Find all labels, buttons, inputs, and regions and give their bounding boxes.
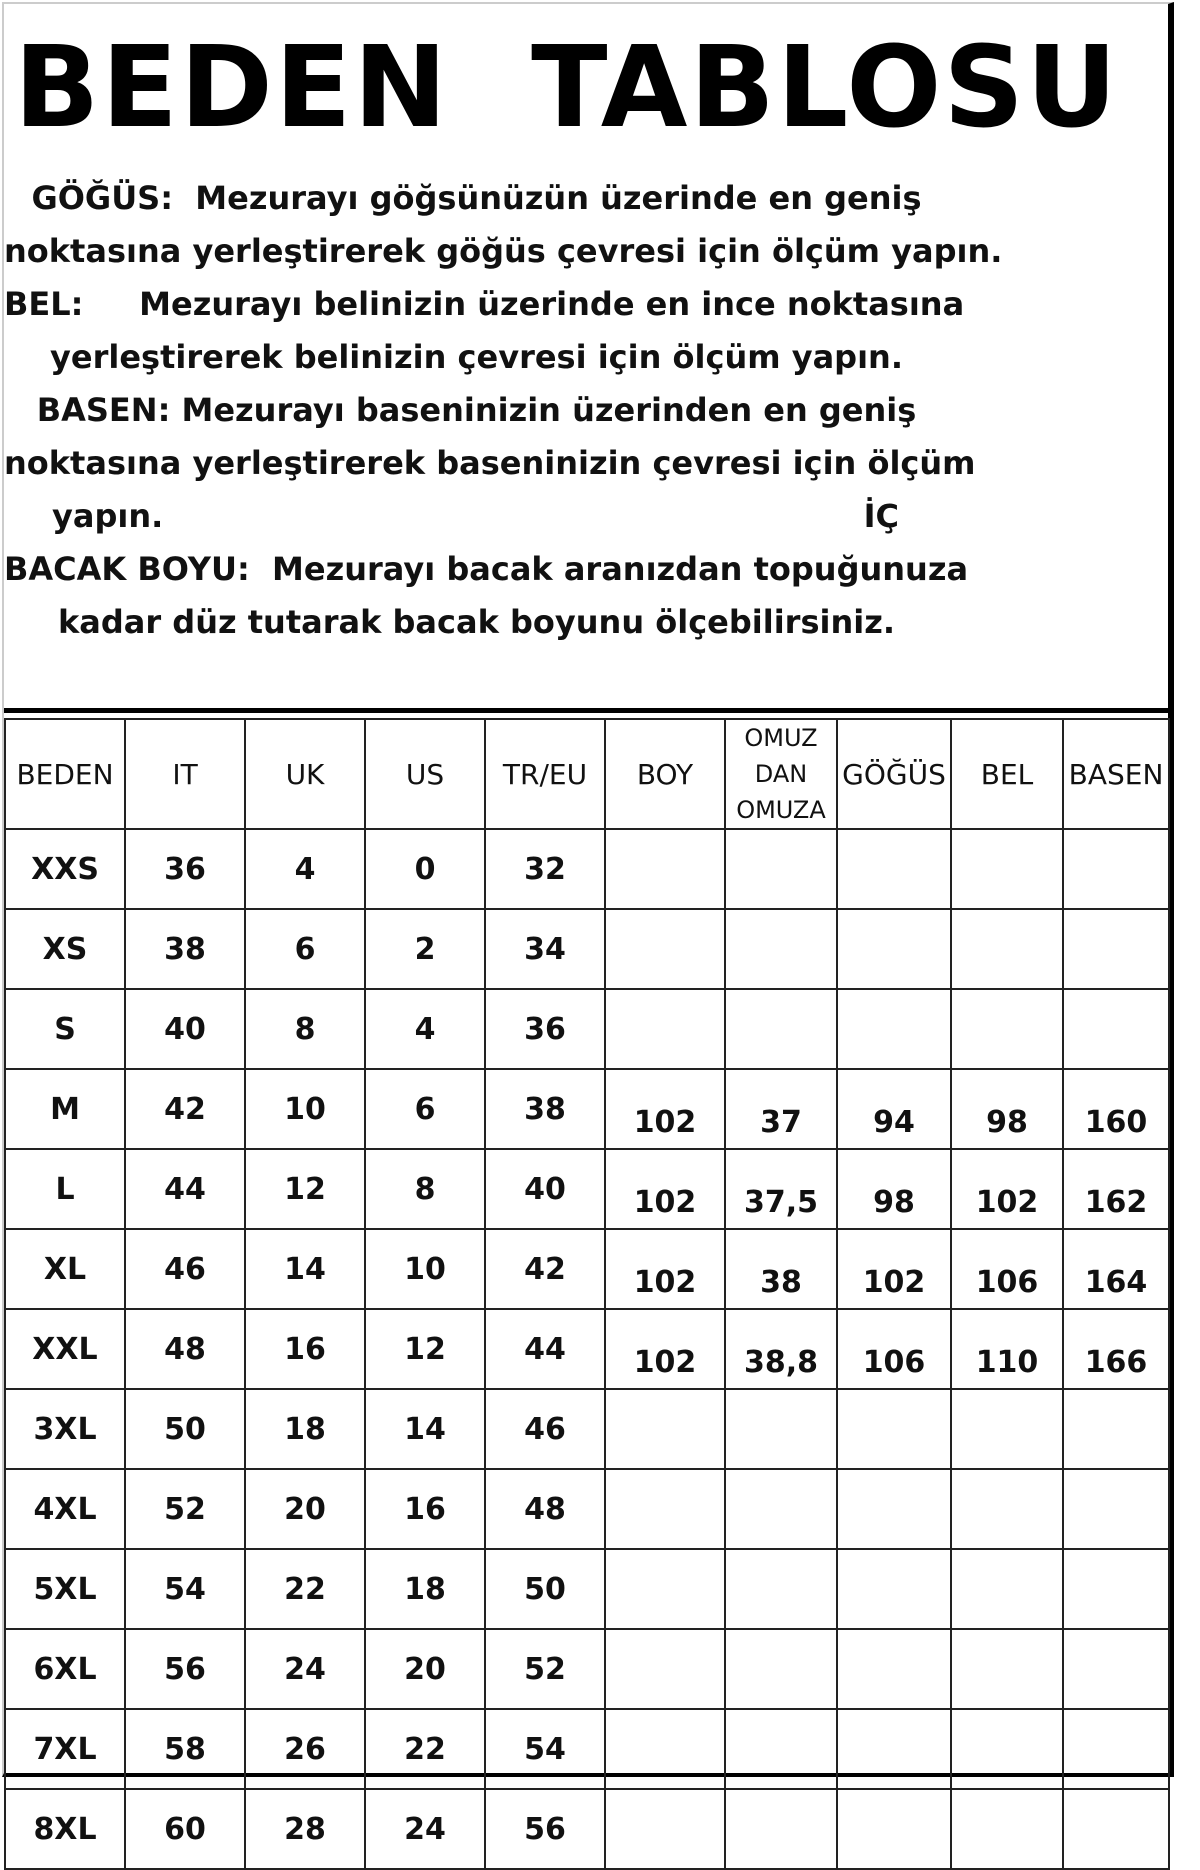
table-row: [5, 1149, 1169, 1229]
table-row: [5, 1709, 1169, 1789]
cell-uk: 14: [245, 1229, 365, 1309]
cell-size: 3XL: [5, 1389, 125, 1469]
cell-uk: 10: [245, 1069, 365, 1149]
cell-uk: 22: [245, 1549, 365, 1629]
instruction-hip-line-2: noktasına yerleştirerek baseninizin çevresi için ölçüm: [4, 444, 976, 482]
cell-gogus: [837, 1469, 951, 1549]
cell-basen: [1063, 1389, 1169, 1469]
instruction-waist-line-1: BEL: Mezurayı belinizin üzerinde en ince noktasına: [4, 285, 965, 323]
cell-omuz: [725, 909, 837, 989]
cell-gogus: 106: [837, 1309, 951, 1389]
cell-boy: [605, 1709, 725, 1789]
cell-us: 12: [365, 1309, 485, 1389]
cell-uk: 28: [245, 1789, 365, 1869]
cell-tr-eu: 50: [485, 1549, 605, 1629]
cell-us: 16: [365, 1469, 485, 1549]
cell-size: S: [5, 989, 125, 1069]
cell-it: 40: [125, 989, 245, 1069]
cell-size: L: [5, 1149, 125, 1229]
table-row: [5, 1309, 1169, 1389]
cell-omuz: [725, 1629, 837, 1709]
instruction-chest-line-1: GÖĞÜS: Mezurayı göğsünüzün üzerinde en geniş: [31, 179, 922, 217]
cell-basen: [1063, 1629, 1169, 1709]
cell-boy: 102: [605, 1069, 725, 1149]
cell-uk: 18: [245, 1389, 365, 1469]
cell-us: 24: [365, 1789, 485, 1869]
cell-uk: 26: [245, 1709, 365, 1789]
cell-us: 4: [365, 989, 485, 1069]
cell-size: XXS: [5, 829, 125, 909]
cell-tr-eu: 46: [485, 1389, 605, 1469]
header-uk: UK: [245, 719, 365, 829]
header-omuz-line-2: DAN: [754, 760, 808, 788]
cell-bel: [951, 829, 1063, 909]
cell-tr-eu: 34: [485, 909, 605, 989]
cell-it: 42: [125, 1069, 245, 1149]
section-divider: [4, 708, 1168, 713]
table-row: [5, 1549, 1169, 1629]
instruction-inseam-line-2: kadar düz tutarak bacak boyunu ölçebilirsiniz.: [58, 603, 895, 641]
cell-tr-eu: 32: [485, 829, 605, 909]
cell-bel: 102: [951, 1149, 1063, 1229]
cell-gogus: [837, 829, 951, 909]
cell-tr-eu: 38: [485, 1069, 605, 1149]
cell-omuz: [725, 1709, 837, 1789]
cell-size: 4XL: [5, 1469, 125, 1549]
cell-boy: 102: [605, 1229, 725, 1309]
cell-size: XS: [5, 909, 125, 989]
cell-gogus: 102: [837, 1229, 951, 1309]
instruction-hip-line-3: [4, 490, 949, 543]
table-row: [5, 1389, 1169, 1469]
cell-bel: [951, 1389, 1063, 1469]
header-beden: BEDEN: [5, 719, 125, 829]
cell-us: 20: [365, 1629, 485, 1709]
cell-tr-eu: 40: [485, 1149, 605, 1229]
cell-bel: 110: [951, 1309, 1063, 1389]
cell-us: 10: [365, 1229, 485, 1309]
cell-gogus: 98: [837, 1149, 951, 1229]
header-it: IT: [125, 719, 245, 829]
cell-it: 38: [125, 909, 245, 989]
cell-it: 60: [125, 1789, 245, 1869]
cell-it: 36: [125, 829, 245, 909]
table-row: [5, 1229, 1169, 1309]
cell-boy: [605, 1629, 725, 1709]
cell-basen: [1063, 909, 1169, 989]
cell-gogus: [837, 1549, 951, 1629]
instruction-chest-line-2: noktasına yerleştirerek göğüs çevresi için ölçüm yapın.: [4, 232, 1003, 270]
instruction-hip-line-1: BASEN: Mezurayı baseninizin üzerinden en geniş: [36, 391, 917, 429]
cell-boy: [605, 1469, 725, 1549]
header-bel: BEL: [951, 719, 1063, 829]
cell-omuz: [725, 1789, 837, 1869]
cell-uk: 6: [245, 909, 365, 989]
cell-boy: [605, 1549, 725, 1629]
instruction-inner-label: İÇ: [863, 497, 899, 535]
header-boy: BOY: [605, 719, 725, 829]
cell-uk: 24: [245, 1629, 365, 1709]
cell-uk: 8: [245, 989, 365, 1069]
cell-uk: 12: [245, 1149, 365, 1229]
cell-omuz: [725, 1389, 837, 1469]
cell-size: 7XL: [5, 1709, 125, 1789]
cell-tr-eu: 48: [485, 1469, 605, 1549]
size-chart-sheet: [2, 2, 1174, 1847]
cell-gogus: 94: [837, 1069, 951, 1149]
cell-basen: 164: [1063, 1229, 1169, 1309]
cell-boy: [605, 1389, 725, 1469]
cell-boy: [605, 829, 725, 909]
cell-it: 50: [125, 1389, 245, 1469]
instruction-hip-line-3-text: yapın.: [52, 497, 164, 535]
cell-omuz: 38,8: [725, 1309, 837, 1389]
cell-it: 52: [125, 1469, 245, 1549]
cell-it: 54: [125, 1549, 245, 1629]
table-row: [5, 829, 1169, 909]
header-basen: BASEN: [1063, 719, 1169, 829]
cell-bel: [951, 989, 1063, 1069]
cell-us: 2: [365, 909, 485, 989]
cell-size: 5XL: [5, 1549, 125, 1629]
cell-tr-eu: 56: [485, 1789, 605, 1869]
cell-it: 44: [125, 1149, 245, 1229]
cell-gogus: [837, 1789, 951, 1869]
table-row: [5, 1629, 1169, 1709]
table-row: [5, 1469, 1169, 1549]
cell-bel: [951, 909, 1063, 989]
cell-bel: [951, 1709, 1063, 1789]
cell-gogus: [837, 909, 951, 989]
cell-size: XXL: [5, 1309, 125, 1389]
cell-size: 6XL: [5, 1629, 125, 1709]
cell-us: 22: [365, 1709, 485, 1789]
cell-us: 6: [365, 1069, 485, 1149]
cell-basen: 162: [1063, 1149, 1169, 1229]
cell-basen: [1063, 1549, 1169, 1629]
cell-bel: 106: [951, 1229, 1063, 1309]
cell-uk: 4: [245, 829, 365, 909]
cell-omuz: [725, 1469, 837, 1549]
cell-omuz: [725, 1549, 837, 1629]
header-omuz-line-3: OMUZA: [736, 796, 826, 824]
table-row: [5, 989, 1169, 1069]
instruction-inseam-line-1: BACAK BOYU: Mezurayı bacak aranızdan topuğunuza: [4, 550, 969, 588]
table-row: [5, 1069, 1169, 1149]
size-table: [4, 718, 1170, 1870]
cell-us: 8: [365, 1149, 485, 1229]
cell-us: 18: [365, 1549, 485, 1629]
header-omuz-line-1: OMUZ: [744, 724, 818, 752]
cell-tr-eu: 44: [485, 1309, 605, 1389]
cell-bel: [951, 1469, 1063, 1549]
cell-it: 58: [125, 1709, 245, 1789]
measurement-instructions: [4, 172, 1003, 649]
cell-omuz: [725, 989, 837, 1069]
cell-gogus: [837, 1709, 951, 1789]
cell-uk: 16: [245, 1309, 365, 1389]
cell-omuz: 37,5: [725, 1149, 837, 1229]
cell-it: 56: [125, 1629, 245, 1709]
cell-tr-eu: 36: [485, 989, 605, 1069]
cell-tr-eu: 54: [485, 1709, 605, 1789]
instruction-waist-line-2: yerleştirerek belinizin çevresi için ölçüm yapın.: [50, 338, 903, 376]
cell-gogus: [837, 989, 951, 1069]
cell-bel: [951, 1789, 1063, 1869]
cell-size: XL: [5, 1229, 125, 1309]
cell-bel: 98: [951, 1069, 1063, 1149]
cell-basen: [1063, 829, 1169, 909]
cell-tr-eu: 42: [485, 1229, 605, 1309]
cell-uk: 20: [245, 1469, 365, 1549]
cell-tr-eu: 52: [485, 1629, 605, 1709]
cell-omuz: [725, 829, 837, 909]
cell-omuz: 37: [725, 1069, 837, 1149]
cell-boy: [605, 1789, 725, 1869]
cell-it: 48: [125, 1309, 245, 1389]
header-tr-eu: TR/EU: [485, 719, 605, 829]
cell-it: 46: [125, 1229, 245, 1309]
cell-boy: 102: [605, 1149, 725, 1229]
cell-bel: [951, 1549, 1063, 1629]
header-us: US: [365, 719, 485, 829]
cell-us: 14: [365, 1389, 485, 1469]
cell-basen: [1063, 1709, 1169, 1789]
cell-gogus: [837, 1389, 951, 1469]
cell-size: M: [5, 1069, 125, 1149]
cell-gogus: [837, 1629, 951, 1709]
header-block: [4, 4, 1168, 708]
header-omuz-dan-omuza: [725, 719, 837, 829]
header-gogus: GÖĞÜS: [837, 719, 951, 829]
cell-omuz: 38: [725, 1229, 837, 1309]
cell-basen: [1063, 1789, 1169, 1869]
cell-basen: 166: [1063, 1309, 1169, 1389]
cell-basen: [1063, 989, 1169, 1069]
cell-bel: [951, 1629, 1063, 1709]
cell-boy: [605, 909, 725, 989]
cell-boy: 102: [605, 1309, 725, 1389]
cell-basen: 160: [1063, 1069, 1169, 1149]
table-row: [5, 909, 1169, 989]
cell-basen: [1063, 1469, 1169, 1549]
cell-boy: [605, 989, 725, 1069]
table-header-row: [5, 719, 1169, 829]
cell-us: 0: [365, 829, 485, 909]
cell-size: 8XL: [5, 1789, 125, 1869]
page-title: BEDEN TABLOSU: [14, 23, 1120, 153]
table-row: [5, 1789, 1169, 1869]
